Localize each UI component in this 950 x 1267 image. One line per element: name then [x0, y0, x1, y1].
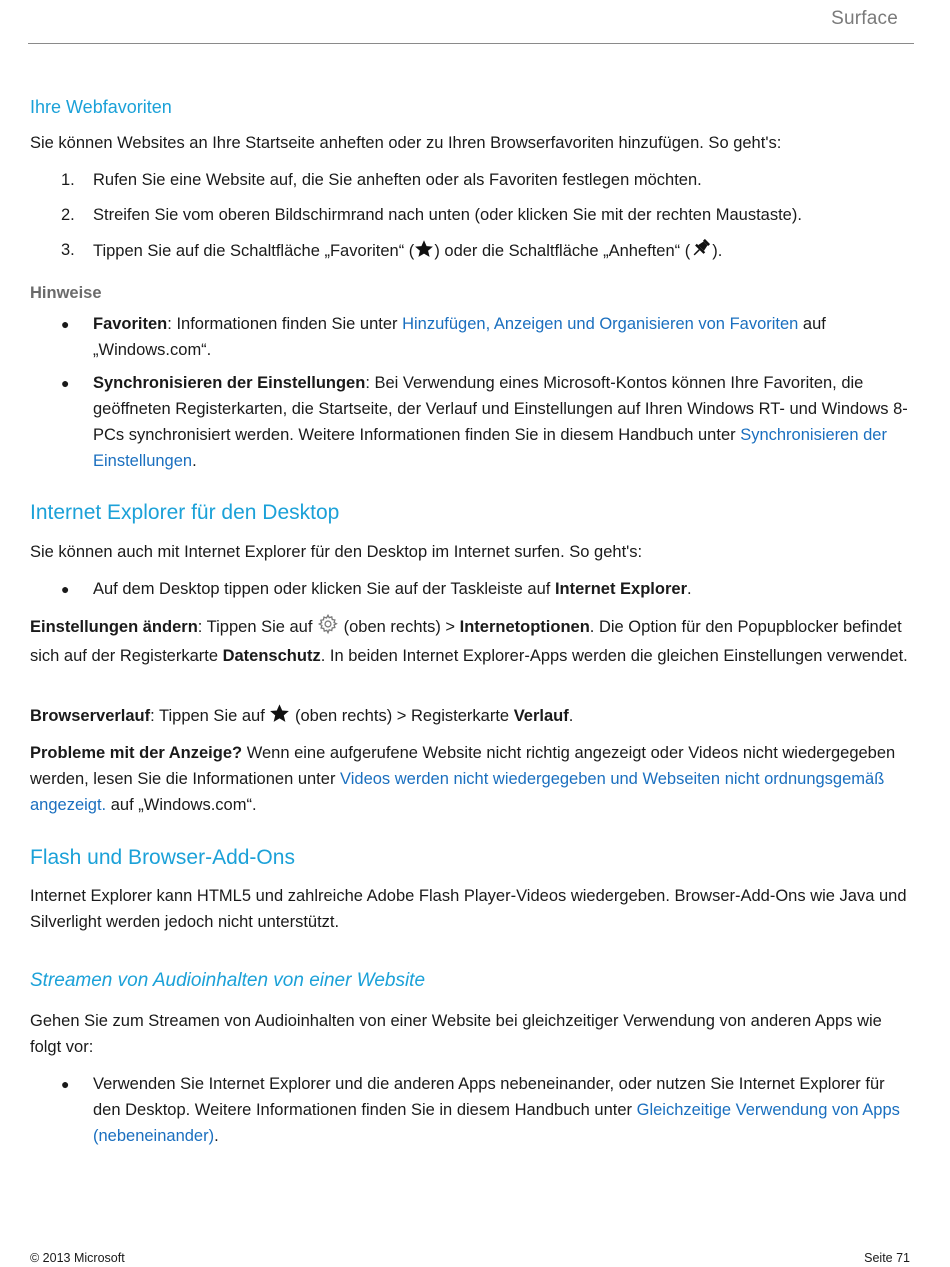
bullet-icon: ● — [61, 581, 70, 597]
note-text-part: . — [192, 452, 197, 470]
footer-copyright: © 2013 Microsoft — [30, 1251, 125, 1265]
bullet-bold: Internet Explorer — [554, 580, 687, 598]
flash-text: Internet Explorer kann HTML5 und zahlreiche Adobe Flash Player-Videos wiedergeben. Browser-Add-Ons wie Java und Silverlight werden jedoch nicht unterstützt. — [30, 887, 907, 931]
bullet-icon: ● — [61, 1076, 70, 1092]
desktop-bullet — [30, 576, 910, 602]
bullet-text-part: Verwenden Sie Internet Explorer und die anderen Apps nebeneinander, oder nutzen Sie Internet Explorer für den Desktop. Weitere Informationen finden Sie in diesem Handbuch unter — [93, 1075, 885, 1119]
settings-text-part: (oben rechts) > — [339, 618, 460, 636]
step-text — [93, 237, 910, 267]
link-videos-webseiten[interactable]: Videos werden nicht wiedergegeben und Webseiten nicht ordnungsgemäß angezeigt. — [30, 770, 885, 814]
history-text-part: (oben rechts) > Registerkarte — [290, 707, 514, 725]
settings-bold: Einstellungen ändern — [30, 618, 198, 636]
note-text-part: : Bei Verwendung eines Microsoft-Kontos können Ihre Favoriten, die geöffneten Registerkarten, die Startseite, der Verlauf und Einstellungen auf Ihren Windows RT- und Windows 8-PCs synchronisiert werden. Weitere Informationen finden Sie in diesem Handbuch unter — [93, 374, 908, 444]
star-icon — [269, 703, 290, 732]
note-synchronisieren — [30, 370, 910, 474]
desktop-intro: Sie können auch mit Internet Explorer für den Desktop im Internet surfen. So geht's: — [30, 543, 643, 561]
bullet-text-part: . — [214, 1127, 219, 1145]
history-paragraph — [30, 703, 910, 732]
step-text-part: ) oder die Schaltfläche „Anheften“ ( — [434, 242, 691, 260]
history-text-part: . — [568, 707, 574, 725]
bullet-icon: ● — [61, 316, 70, 332]
webfav-intro: Sie können Websites an Ihre Startseite anheften oder zu Ihren Browserfavoriten hinzufügen. So geht's: — [30, 134, 782, 152]
header-brand: Surface — [831, 8, 898, 29]
stream-bullet — [30, 1071, 910, 1149]
problems-text-part: Wenn eine aufgerufene Website nicht richtig angezeigt oder Videos nicht wiedergegeben werden, lesen Sie die Informationen unter — [30, 744, 896, 788]
note-text — [93, 311, 910, 363]
pin-icon — [690, 237, 712, 267]
note-bold: Favoriten — [93, 315, 168, 333]
heading-streamen: Streamen von Audioinhalten von einer Website — [30, 970, 426, 991]
note-favoriten — [30, 311, 910, 363]
link-favoriten-organisieren[interactable]: Hinzufügen, Anzeigen und Organisieren von Favoriten — [402, 315, 799, 333]
history-bold: Verlauf — [513, 707, 569, 725]
note-text — [93, 370, 910, 474]
header-divider — [28, 43, 914, 44]
step-text: Streifen Sie vom oberen Bildschirmrand nach unten (oder klicken Sie mit der rechten Maustaste). — [93, 206, 802, 224]
note-text-part: auf „Windows.com“. — [93, 315, 826, 359]
heading-desktop: Internet Explorer für den Desktop — [30, 501, 340, 524]
link-gleichzeitige-verwendung[interactable]: Gleichzeitige Verwendung von Apps (nebeneinander) — [93, 1101, 900, 1145]
step-number: 1. — [61, 171, 75, 189]
step-2 — [30, 202, 910, 228]
bullet-text-part: . — [687, 580, 692, 598]
note-bold: Synchronisieren der Einstellungen — [93, 374, 366, 392]
problems-paragraph — [30, 740, 910, 818]
settings-bold: Internetoptionen — [459, 618, 590, 636]
gear-icon — [317, 613, 339, 643]
problems-text-part: auf „Windows.com“. — [106, 796, 257, 814]
settings-text-part: . In beiden Internet Explorer-Apps werden die gleichen Einstellungen verwendet. — [320, 647, 908, 665]
bullet-icon: ● — [61, 375, 70, 391]
settings-paragraph — [30, 613, 910, 669]
settings-text-part: : Tippen Sie auf — [197, 618, 318, 636]
history-text-part: : Tippen Sie auf — [150, 707, 270, 725]
bullet-text-part: Auf dem Desktop tippen oder klicken Sie auf der Taskleiste auf — [93, 580, 555, 598]
step-text-part: ). — [712, 242, 723, 260]
stream-intro: Gehen Sie zum Streamen von Audioinhalten von einer Website bei gleichzeitiger Verwendung von anderen Apps wie folgt vor: — [30, 1012, 882, 1056]
heading-flash: Flash und Browser-Add-Ons — [30, 846, 295, 869]
settings-text-part: . Die Option für den Popupblocker befindet sich auf der Registerkarte — [30, 618, 902, 665]
footer-page-number: Seite 71 — [864, 1251, 910, 1265]
settings-bold: Datenschutz — [222, 647, 321, 665]
step-text: Rufen Sie eine Website auf, die Sie anheften oder als Favoriten festlegen möchten. — [93, 171, 702, 189]
notes-title: Hinweise — [30, 284, 102, 302]
step-number: 3. — [61, 241, 75, 259]
note-text-part: : Informationen finden Sie unter — [167, 315, 403, 333]
history-bold: Browserverlauf — [30, 707, 151, 725]
problems-bold: Probleme mit der Anzeige? — [30, 744, 243, 762]
heading-webfavoriten: Ihre Webfavoriten — [30, 97, 172, 117]
bullet-text — [93, 576, 910, 602]
step-text-part: Tippen Sie auf die Schaltfläche „Favoriten“ ( — [93, 242, 415, 260]
bullet-text — [93, 1071, 910, 1149]
step-number: 2. — [61, 206, 75, 224]
link-synchronisieren[interactable]: Synchronisieren der Einstellungen — [93, 426, 887, 470]
step-3 — [30, 237, 910, 267]
star-icon — [414, 239, 434, 267]
step-1 — [30, 167, 910, 193]
